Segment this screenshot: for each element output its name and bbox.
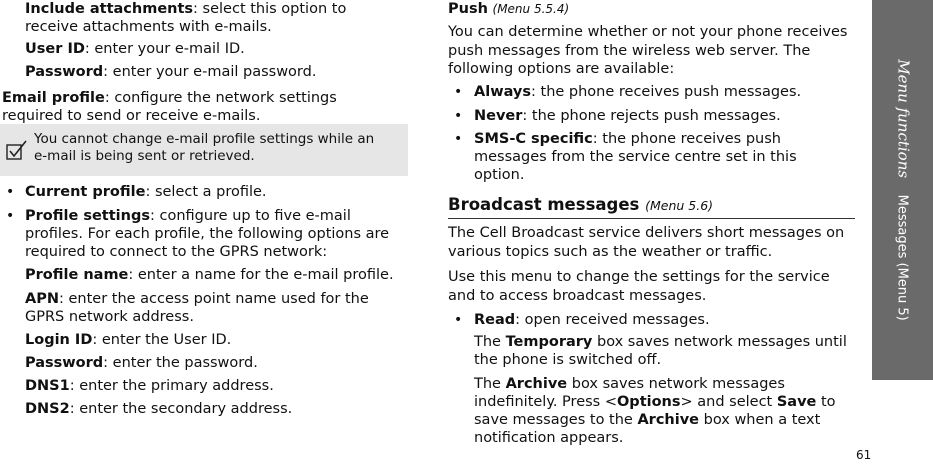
text: indefinitely. Press < bbox=[474, 394, 617, 410]
bullet: • bbox=[454, 131, 463, 147]
bullet: • bbox=[454, 108, 463, 124]
desc: : the phone receives push bbox=[592, 131, 781, 147]
push-para-line: You can determine whether or not your phone receives bbox=[448, 24, 848, 40]
desc: : select this option to bbox=[193, 1, 347, 17]
broadcast-title: Broadcast messages bbox=[448, 195, 640, 214]
text: The bbox=[474, 376, 506, 392]
term: SMS-C specific bbox=[474, 131, 593, 147]
note-text bbox=[34, 131, 404, 165]
desc: : configure the network settings bbox=[104, 90, 337, 106]
term: DNS1 bbox=[25, 378, 70, 394]
term: Always bbox=[474, 84, 532, 100]
password-item bbox=[25, 63, 316, 82]
profile-settings-line2: profiles. For each profile, the following options are bbox=[25, 226, 390, 242]
include-attachments-item bbox=[25, 0, 346, 19]
bullet: • bbox=[454, 84, 463, 100]
email-profile-item bbox=[2, 89, 337, 108]
broadcast-para-line: Use this menu to change the settings for the service bbox=[448, 269, 830, 285]
text: box when a text bbox=[699, 412, 821, 428]
desc: : open received messages. bbox=[515, 312, 710, 328]
note-line: You cannot change e-mail profile settings while an bbox=[34, 131, 375, 147]
desc: : enter the password. bbox=[103, 355, 258, 371]
archive-line1 bbox=[474, 375, 785, 394]
term: Save bbox=[776, 394, 817, 410]
archive-line4: notification appears. bbox=[474, 430, 624, 446]
broadcast-para-line: various topics such as the weather or traffic. bbox=[448, 244, 773, 260]
text: box saves network messages bbox=[567, 376, 785, 392]
always-item bbox=[474, 83, 801, 102]
term: Options bbox=[616, 394, 681, 410]
broadcast-menu-ref: (Menu 5.6) bbox=[645, 198, 714, 213]
current-profile-item bbox=[25, 183, 267, 202]
login-id-item bbox=[25, 331, 231, 350]
term: Never bbox=[474, 108, 523, 124]
text: to bbox=[816, 394, 836, 410]
push-title: Push bbox=[448, 1, 488, 17]
read-item bbox=[474, 311, 710, 330]
profile-settings-line3: required to connect to the GPRS network: bbox=[25, 244, 328, 260]
push-menu-ref: (Menu 5.5.4) bbox=[492, 2, 570, 16]
include-attachments-line2: receive attachments with e-mails. bbox=[25, 19, 272, 35]
term: Read bbox=[474, 312, 516, 328]
push-para-line: following options are available: bbox=[448, 61, 675, 77]
term: Include attachments bbox=[25, 1, 194, 17]
side-tab-title: Menu functions bbox=[894, 59, 913, 179]
apn-line2: GPRS network address. bbox=[25, 309, 194, 325]
desc: : enter your e-mail password. bbox=[103, 64, 317, 80]
term: User ID bbox=[25, 41, 85, 57]
bullet: • bbox=[6, 184, 15, 200]
term: Login ID bbox=[25, 332, 93, 348]
never-item bbox=[474, 107, 781, 126]
broadcast-heading bbox=[448, 196, 713, 216]
dns1-item bbox=[25, 377, 274, 396]
password2-item bbox=[25, 354, 258, 373]
term: Temporary bbox=[505, 334, 593, 350]
profile-settings-item bbox=[25, 207, 351, 226]
term: Email profile bbox=[2, 90, 105, 106]
desc: : the phone receives push messages. bbox=[531, 84, 802, 100]
page-number: 61 bbox=[856, 448, 872, 462]
archive-line3 bbox=[474, 411, 820, 430]
push-heading bbox=[448, 0, 569, 19]
side-tab-section: Messages (Menu 5) bbox=[894, 194, 910, 321]
smsc-item bbox=[474, 130, 781, 149]
heading-divider bbox=[448, 218, 855, 219]
term: Password bbox=[25, 64, 104, 80]
term: Archive bbox=[505, 376, 568, 392]
smsc-line3: option. bbox=[474, 167, 525, 183]
apn-item bbox=[25, 290, 369, 309]
desc: : enter the secondary address. bbox=[69, 401, 293, 417]
desc: : configure up to five e-mail bbox=[149, 208, 351, 224]
desc: : enter your e-mail ID. bbox=[84, 41, 245, 57]
side-tab-label bbox=[892, 59, 913, 320]
profile-name-item bbox=[25, 266, 394, 285]
temporary-line2: the phone is switched off. bbox=[474, 352, 662, 368]
email-profile-line2: required to send or receive e-mails. bbox=[2, 108, 261, 124]
text: save messages to the bbox=[474, 412, 638, 428]
smsc-line2: messages from the service centre set in this bbox=[474, 149, 797, 165]
broadcast-para-line: and to access broadcast messages. bbox=[448, 288, 707, 304]
term: Current profile bbox=[25, 184, 146, 200]
text: box saves network messages until bbox=[592, 334, 847, 350]
user-id-item bbox=[25, 40, 245, 59]
desc: : enter a name for the e-mail profile. bbox=[128, 267, 394, 283]
desc: : select a profile. bbox=[145, 184, 267, 200]
dns2-item bbox=[25, 400, 292, 419]
text: > and select bbox=[680, 394, 777, 410]
term: Password bbox=[25, 355, 104, 371]
text: The bbox=[474, 334, 506, 350]
archive-line2 bbox=[474, 393, 836, 412]
note-line: e-mail is being sent or retrieved. bbox=[34, 148, 255, 164]
term: Archive bbox=[637, 412, 700, 428]
push-para-line: push messages from the wireless web server. The bbox=[448, 43, 811, 59]
desc: : enter the access point name used for the bbox=[58, 291, 369, 307]
checkbox-note-icon bbox=[6, 139, 28, 161]
term: Profile settings bbox=[25, 208, 150, 224]
term: APN bbox=[25, 291, 59, 307]
temporary-line1 bbox=[474, 333, 847, 352]
desc: : enter the User ID. bbox=[92, 332, 232, 348]
bullet: • bbox=[454, 312, 463, 328]
broadcast-para-line: The Cell Broadcast service delivers short messages on bbox=[448, 225, 845, 241]
desc: : the phone rejects push messages. bbox=[522, 108, 781, 124]
term: Profile name bbox=[25, 267, 129, 283]
term: DNS2 bbox=[25, 401, 70, 417]
desc: : enter the primary address. bbox=[69, 378, 274, 394]
bullet: • bbox=[6, 208, 15, 224]
